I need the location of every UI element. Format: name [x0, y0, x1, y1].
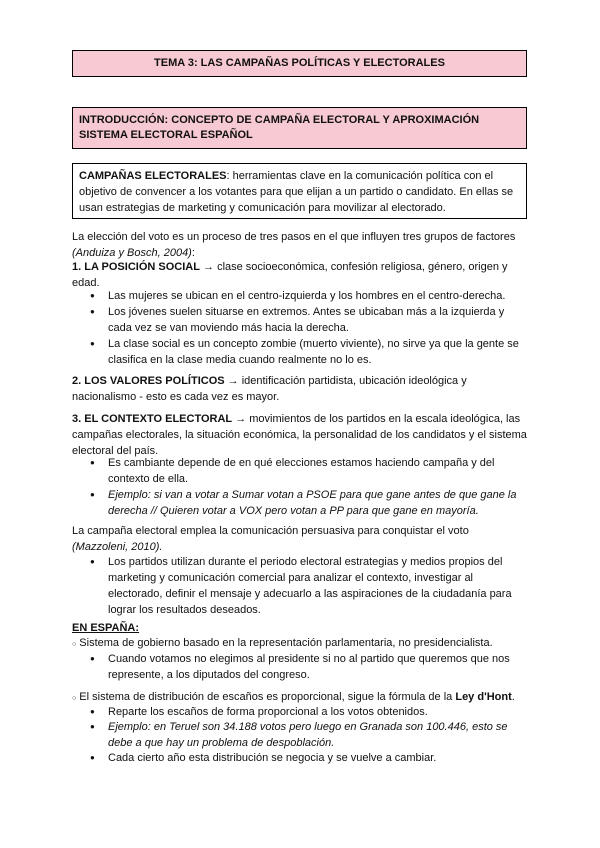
page-title: TEMA 3: LAS CAMPAÑAS POLÍTICAS Y ELECTORALES [72, 50, 527, 77]
spain-p1-text: Sistema de gobierno basado en la representación parlamentaria, no presidencialista. [79, 637, 493, 649]
factor1-heading: 1. LA POSICIÓN SOCIAL [72, 261, 200, 273]
factor3-heading: 3. EL CONTEXTO ELECTORAL [72, 413, 233, 425]
factor2-heading: 2. LOS VALORES POLÍTICOS [72, 375, 225, 387]
list-item: ● Los jóvenes suelen situarse en extremos. Antes se ubicaban más a la izquierda y cada vez se van moviendo más hacia la derecha. [108, 304, 526, 336]
factor3-text: → movimientos de los partidos en la escala ideológica, las campañas electorales, la situación económica, la personalidad de los candidatos y el sistema electoral del país. [72, 413, 527, 457]
spain-heading: EN ESPAÑA: [72, 622, 140, 634]
vote-intro-text: La elección del voto es un proceso de tres pasos en el que influyen tres grupos de factores [72, 231, 516, 243]
factor1-paragraph [72, 259, 532, 291]
list-item: ● Cada cierto año esta distribución se negocia y se vuelve a cambiar. [108, 750, 526, 766]
vote-cite-end: : [191, 247, 195, 259]
factor1-text: → clase socioeconómica, confesión religiosa, género, origen y edad. [72, 261, 508, 289]
intro-heading: INTRODUCCIÓN: CONCEPTO DE CAMPAÑA ELECTORAL Y APROXIMACIÓN SISTEMA ELECTORAL ESPAÑOL [72, 107, 527, 149]
list-item: ● Es cambiante depende de en qué elecciones estamos haciendo campaña y del contexto de ella. [108, 455, 526, 487]
campaign-citation: (Mazzoleni, 2010). [72, 541, 163, 553]
vote-intro [72, 229, 532, 261]
definition-box [72, 163, 527, 219]
example-item: ● Ejemplo: en Teruel son 34.188 votos pero luego en Granada son 100.446, esto se debe a que hay un problema de despoblación. [108, 719, 526, 751]
list-item: ● Los partidos utilizan durante el periodo electoral estrategias y medios propios del marketing y comunicación comercial para analizar el contexto, investigar al electorado, definir el mensaje y adecuarlo a las aspiraciones de la ciudadanía para lograr los resultados deseados. [108, 554, 526, 618]
factor2-text: → identificación partidista, ubicación ideológica y nacionalismo - esto es cada vez es mayor. [72, 375, 467, 403]
spain-p2-text: El sistema de distribución de escaños es proporcional, sigue la fórmula de la [79, 691, 456, 703]
factor3-paragraph [72, 411, 532, 459]
factor2-paragraph [72, 373, 532, 405]
list-item: ● Las mujeres se ubican en el centro-izquierda y los hombres en el centro-derecha. [108, 288, 526, 304]
ley-dhont: Ley d'Hont [455, 691, 512, 703]
definition-term: CAMPAÑAS ELECTORALES [79, 170, 227, 182]
campaign-paragraph [72, 523, 532, 555]
campaign-text: La campaña electoral emplea la comunicación persuasiva para conquistar el voto [72, 525, 469, 537]
vote-citation: (Anduiza y Bosch, 2004) [72, 247, 192, 259]
list-item: ● Reparte los escaños de forma proporcional a los votos obtenidos. [108, 704, 526, 720]
list-item: ● La clase social es un concepto zombie (muerto viviente), no sirve ya que la gente se clasifica en la clase media cuando realmente no lo es. [108, 336, 526, 368]
definition-text: : herramientas clave en la comunicación política con el objetivo de convencer a los votantes para que elijan a un partido o candidato. En ellas se usan estrategias de marketing y comunicación para movilizar al electorado. [79, 170, 514, 214]
list-item: ● Cuando votamos no elegimos al presidente si no al partido que queremos que nos represente, a los diputados del congreso. [108, 651, 526, 683]
circle-bullet-icon: ○ [72, 695, 77, 702]
spain-p2-end: . [511, 691, 515, 703]
circle-bullet-icon: ○ [72, 641, 77, 648]
example-item: ● Ejemplo: si van a votar a Sumar votan a PSOE para que gane antes de que gane la derecha // Quieren votar a VOX pero votan a PP para que gane en mayoría. [108, 487, 526, 519]
